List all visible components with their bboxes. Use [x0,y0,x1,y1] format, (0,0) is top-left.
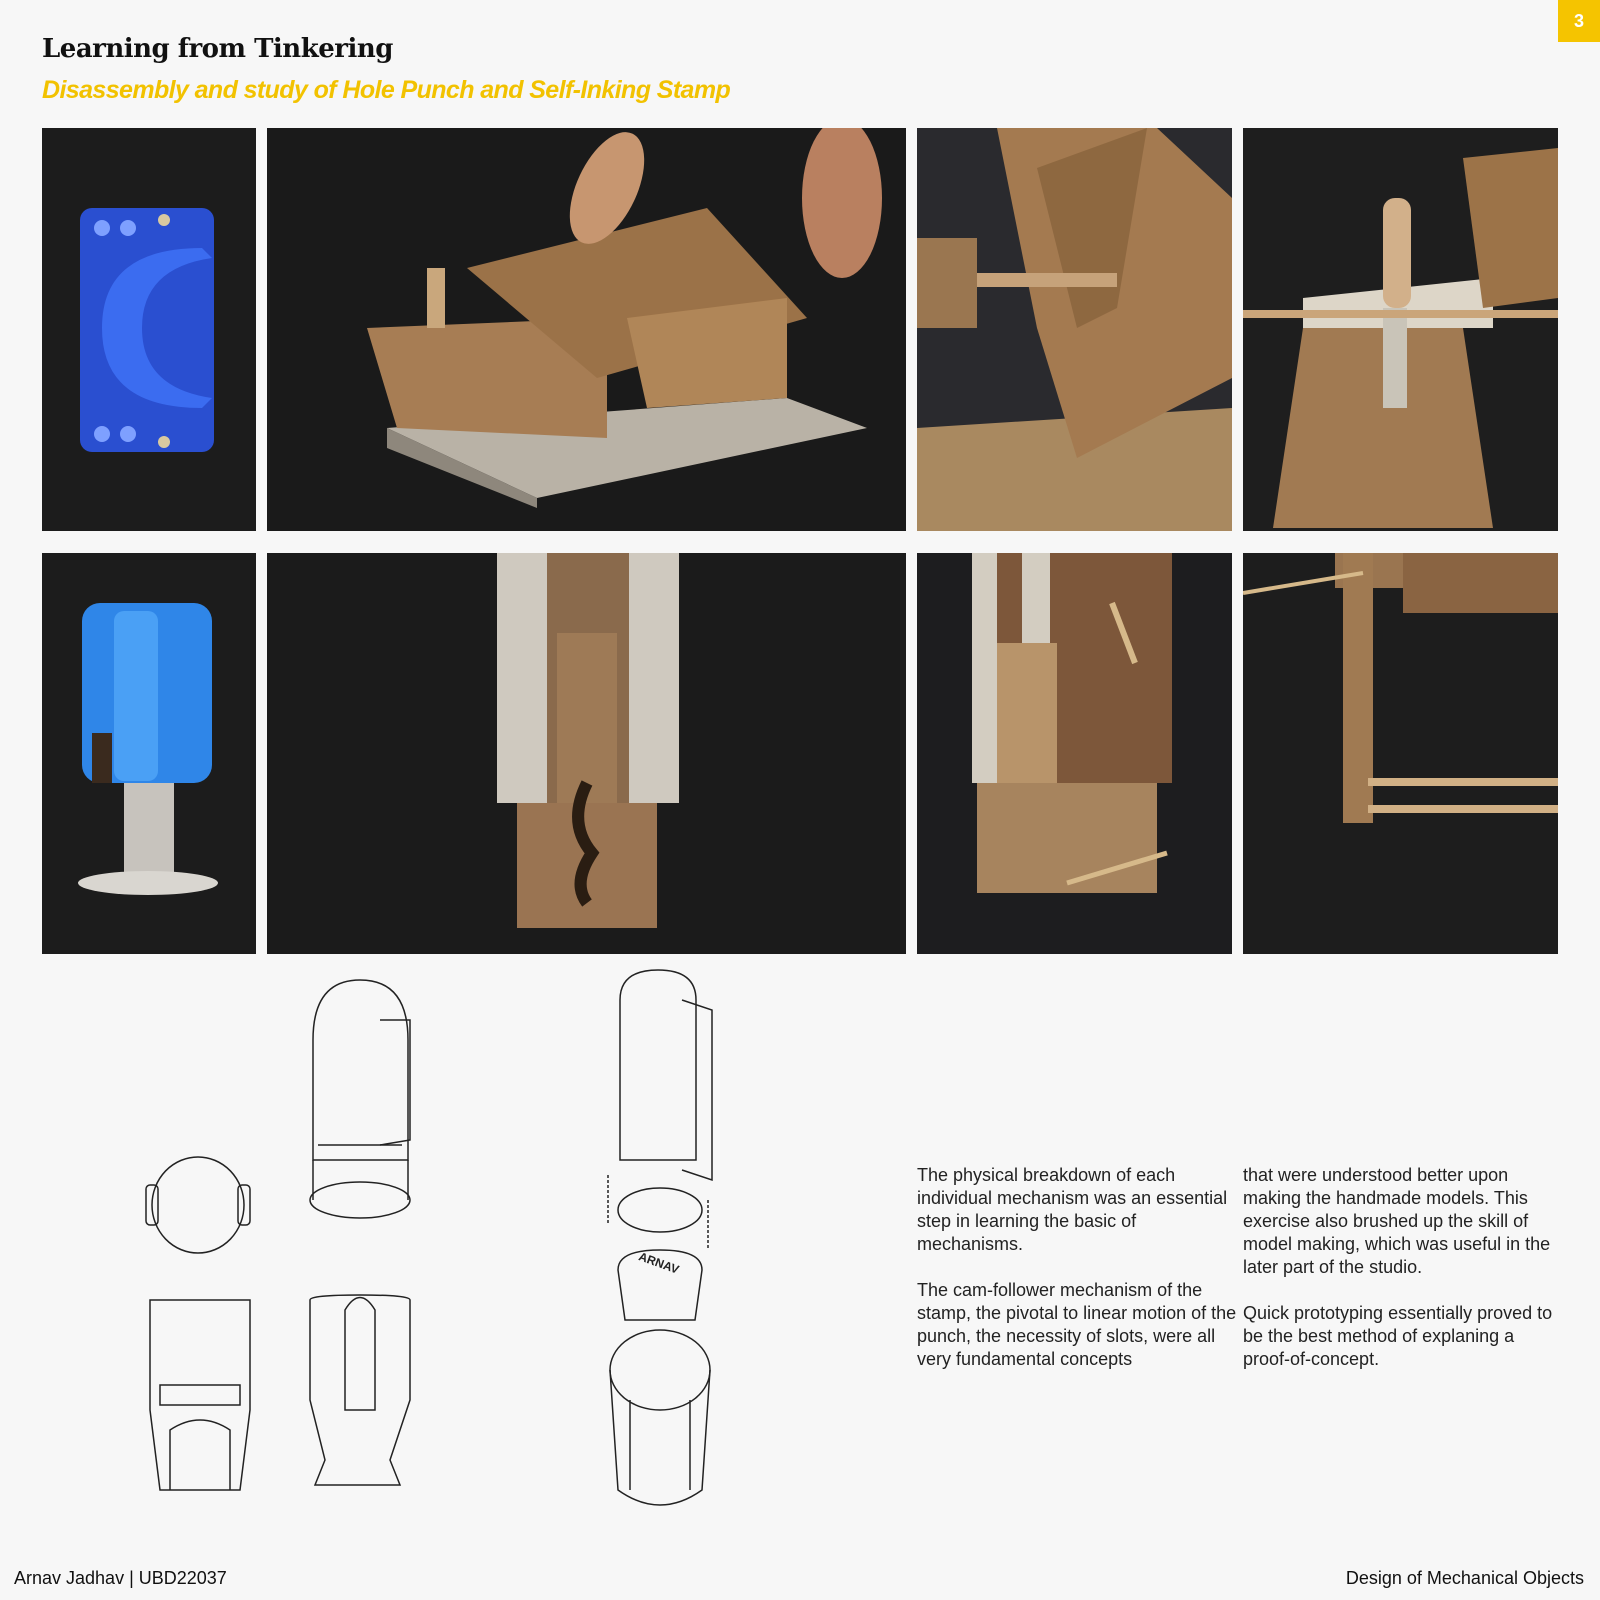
hole-punch-model-detail-photo [917,128,1232,531]
body-text-column-2 [1243,1164,1563,1394]
page-number-badge: 3 [1558,0,1600,42]
body-paragraph: that were understood better upon making the handmade models. This exercise also brushed up the skill of model making, which was useful in the later part of the studio. [1243,1165,1551,1277]
footer-author: Arnav Jadhav | UBD22037 [14,1568,227,1588]
hole-punch-model-closeup-photo [1243,128,1558,531]
self-inking-stamp-product-photo [42,553,256,954]
sketch-stamp-label: ARNAV [636,1249,681,1277]
body-paragraph: Quick prototyping essentially proved to be the best method of explaning a proof-of-concept. [1243,1303,1553,1369]
body-text-column-1 [917,1164,1237,1394]
stamp-cardboard-model-side-photo [917,553,1232,954]
stamp-line-sketches [130,960,890,1560]
hole-punch-product-photo [42,128,256,531]
stamp-cardboard-model-front-photo [267,553,906,954]
page-title: Learning from Tinkering [42,34,393,64]
stamp-model-frame-photo [1243,553,1558,954]
body-paragraph: The physical breakdown of each individual mechanism was an essential step in learning the basic of mechanisms. [917,1165,1228,1254]
hole-punch-cardboard-model-photo [267,128,906,531]
footer-course: Design of Mechanical Objects [1345,1568,1584,1588]
page-subtitle: Disassembly and study of Hole Punch and Self-Inking Stamp [42,76,731,104]
body-paragraph: The cam-follower mechanism of the stamp, the pivotal to linear motion of the punch, the necessity of slots, were all very fundamental concepts [917,1280,1237,1369]
